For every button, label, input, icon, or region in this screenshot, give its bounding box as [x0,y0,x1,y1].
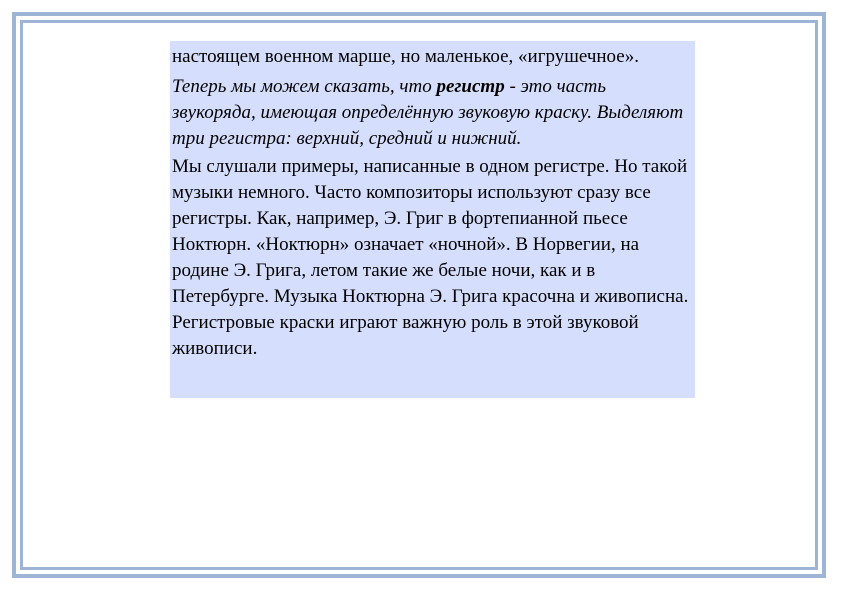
paragraph-main: Мы слушали примеры, написанные в одном регистре. Но такой музыки немного. Часто композиторы используют сразу все регистры. Как, например, Э. Григ в фортепианной пьесе Ноктюрн. «Ноктюрн» означает «ночной». В Норвегии, на родине Э. Грига, летом такие же белые ночи, как и в Петербурге. Музыка Ноктюрна Э. Грига красочна и живописна. Регистровые краски играют важную роль в этой звуковой живописи. [172,156,689,359]
paragraph-definition [172,74,693,152]
definition-term: регистр [436,76,505,97]
definition-text-before: Теперь мы можем сказать, что [172,76,437,97]
paragraph-intro: настоящем военном марше, но маленькое, «игрушечное». [172,46,639,67]
text-box [170,41,695,398]
definition-text-after: - это часть звукоряда, имеющая определённую звуковую краску. Выделяют три регистра: верхний, средний и нижний. [172,76,684,149]
